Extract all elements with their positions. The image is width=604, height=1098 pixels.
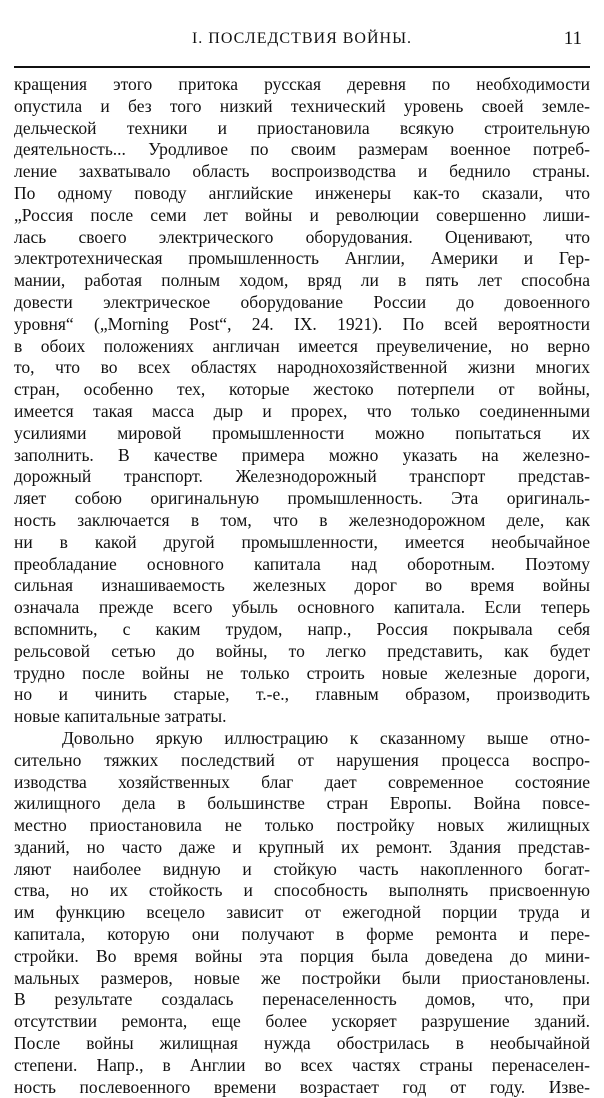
- text-line: сительно тяжких последствий от нарушения процесса воспро-: [14, 749, 590, 770]
- body-text: [14, 74, 590, 1098]
- text-line: ление захватывало область воспроизводства и беднило страны.: [14, 161, 590, 182]
- paragraph: [14, 728, 590, 1098]
- text-line: дельческой техники и приостановила всякую строительную: [14, 117, 590, 138]
- text-line: новые капитальные затраты.: [14, 706, 227, 727]
- text-line: местно приостановила не только постройку новых жилищных: [14, 815, 590, 836]
- text-line: ляет собою оригинальную промышленность. Эта оригиналь-: [14, 488, 590, 509]
- running-head: I. ПОСЛЕДСТВИЯ ВОЙНЫ.: [191, 30, 413, 47]
- text-line: им функцию всецело зависит от ежегодной порции труда и: [14, 902, 590, 923]
- text-line: лась своего электрического оборудования. Оценивают, что: [14, 226, 590, 247]
- text-line: электротехническая промышленность Англии, Америки и Гер-: [14, 248, 590, 269]
- text-line: ляют наиболее видную и стойкую часть накопленного богат-: [14, 858, 590, 879]
- text-line: трудно после войны не только строить новые железные дороги,: [14, 662, 590, 683]
- text-line: довести электрическое оборудование России до довоенного: [14, 291, 590, 312]
- text-line: стран, особенно тех, которые жестоко потерпели от войны,: [14, 379, 590, 400]
- text-line: капитала, которую они получают в форме ремонта и пере-: [14, 924, 590, 945]
- text-line: сильная изнашиваемость железных дорог во время войны: [14, 575, 590, 596]
- text-line: изводства хозяйственных благ дает современное состояние: [14, 771, 590, 792]
- text-line: ность послевоенного времени возрастает год от году. Изве-: [14, 1076, 590, 1097]
- text-line: вспомнить, с каким трудом, напр., Россия покрывала себя: [14, 618, 590, 639]
- text-line: но и чинить старые, т.-е., главным образом, производить: [14, 684, 590, 705]
- text-line: уровня“ („Morning Post“, 24. IX. 1921). По всей вероятности: [14, 313, 590, 334]
- text-line: зданий, но часто даже и крупный их ремонт. Здания представ-: [14, 836, 590, 857]
- text-line: жилищного дела в большинстве стран Европы. Война повсе-: [14, 793, 590, 814]
- page-number: 11: [563, 28, 582, 49]
- page-header: [14, 22, 590, 54]
- text-line: ность заключается в том, что в железнодорожном деле, как: [14, 509, 590, 530]
- text-line: ства, но их стойкость и способность выполнять присвоенную: [14, 880, 590, 901]
- text-line: ни в какой другой промышленности, имеется необычайное: [14, 531, 590, 552]
- text-line: деятельность... Уродливое по своим размерам военное потреб-: [14, 139, 590, 160]
- text-line: Довольно яркую иллюстрацию к сказанному выше отно-: [62, 727, 590, 748]
- text-line: в обоих положениях англичан имеется преувеличение, но верно: [14, 335, 590, 356]
- paragraph: [14, 74, 590, 728]
- text-line: отсутствии ремонта, еще более ускоряет разрушение зданий.: [14, 1011, 590, 1032]
- text-line: мании, работая полным ходом, вряд ли в пять лет способна: [14, 270, 590, 291]
- text-line: преобладание основного капитала над оборотным. Поэтому: [14, 553, 590, 574]
- text-line: имеется такая масса дыр и прорех, что только соединенными: [14, 400, 590, 421]
- header-rule: [14, 66, 590, 68]
- text-line: означала прежде всего убыль основного капитала. Если теперь: [14, 597, 590, 618]
- text-line: стройки. Во время войны эта порция была доведена до мини-: [14, 945, 590, 966]
- text-line: усилиями мировой промышленности можно попытаться их: [14, 422, 590, 443]
- text-line: рельсовой сетью до войны, то легко представить, как будет: [14, 640, 590, 661]
- text-line: По одному поводу английские инженеры как-то сказали, что: [14, 182, 590, 203]
- text-line: „Россия после семи лет войны и революции совершенно лиши-: [14, 204, 590, 225]
- text-line: дорожный транспорт. Железнодорожный транспорт представ-: [14, 466, 590, 487]
- text-line: кращения этого притока русская деревня по необходимости: [14, 74, 590, 94]
- text-line: В результате создалась перенаселенность домов, что, при: [14, 989, 590, 1010]
- text-line: то, что во всех областях народнохозяйственной жизни многих: [14, 357, 590, 378]
- text-line: степени. Напр., в Англии во всех частях страны перенаселен-: [14, 1054, 590, 1075]
- text-line: После войны жилищная нужда обострилась в необычайной: [14, 1033, 590, 1054]
- text-line: мальных размеров, новые же постройки были приостановлены.: [14, 967, 590, 988]
- text-line: опустила и без того низкий технический уровень своей земле-: [14, 95, 590, 116]
- text-line: заполнить. В качестве примера можно указать на железно-: [14, 444, 590, 465]
